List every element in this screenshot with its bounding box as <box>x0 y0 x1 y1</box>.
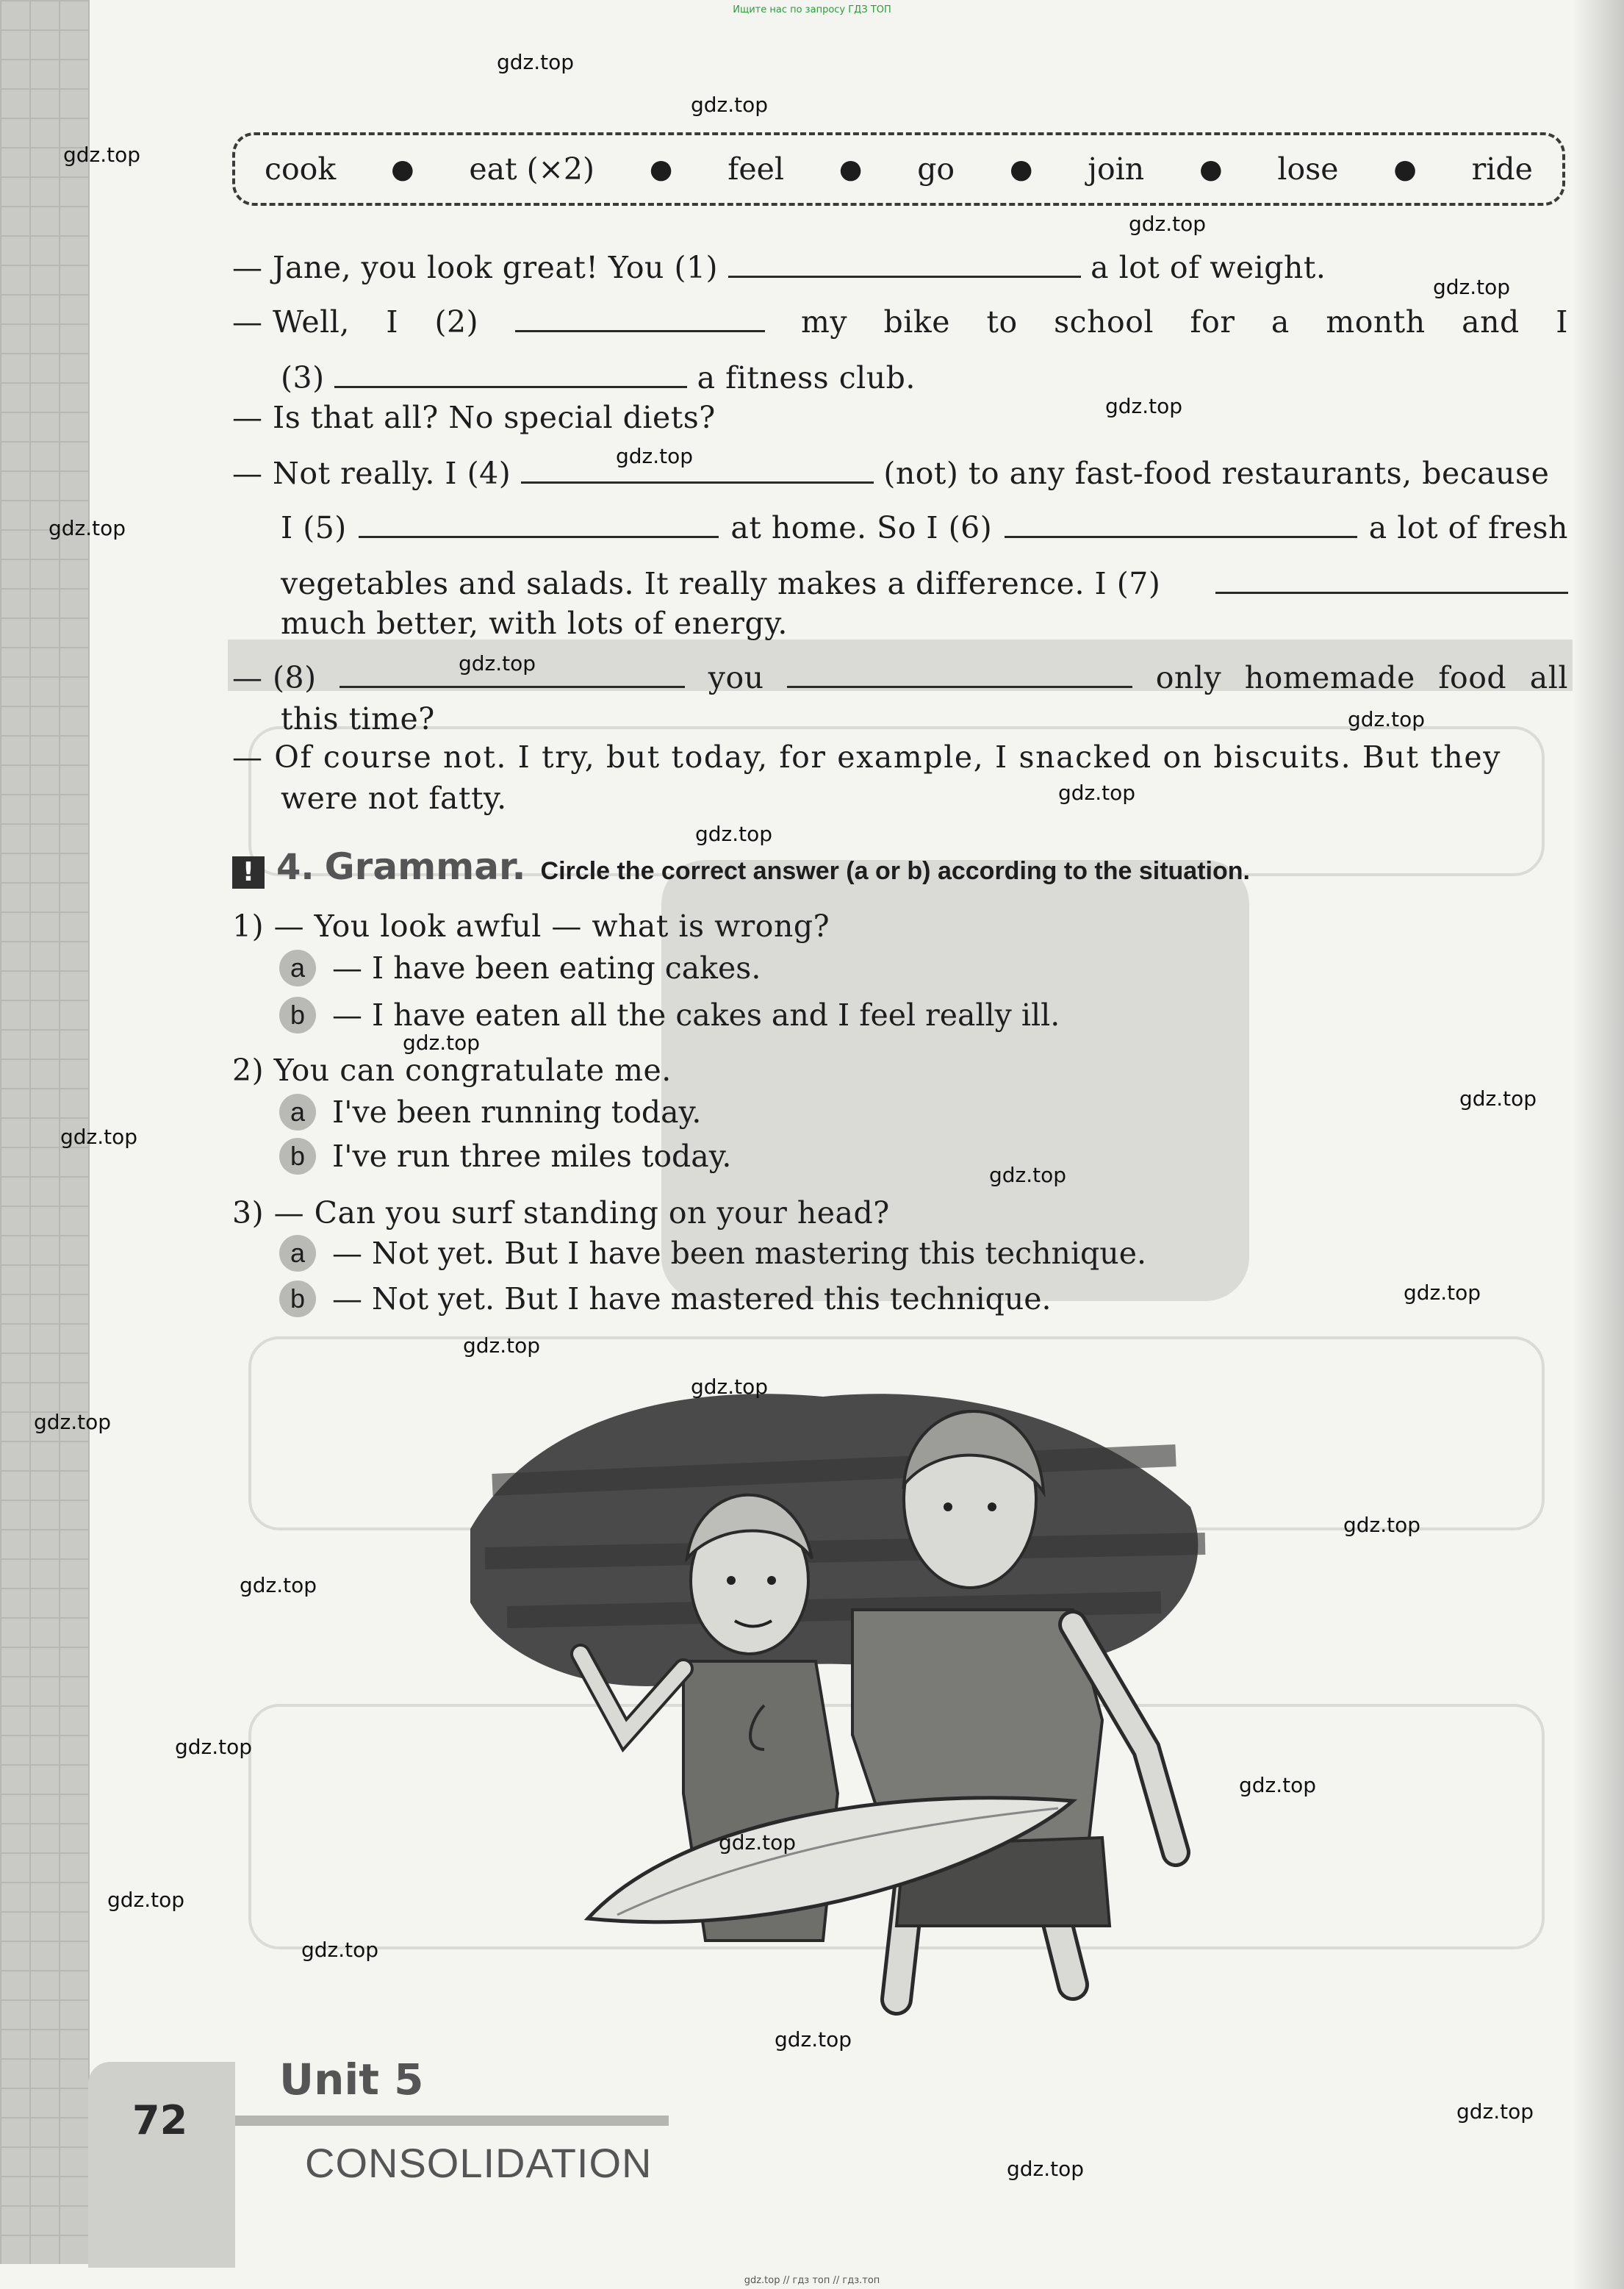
dialogue-line-3: (3) a fitness club. <box>281 360 916 395</box>
watermark: gdz.top <box>403 1031 481 1055</box>
option-a-circle[interactable]: a <box>279 950 316 986</box>
watermark: gdz.top <box>775 2027 852 2052</box>
watermark: gdz.top <box>1404 1280 1481 1305</box>
watermark: gdz.top <box>1239 1773 1317 1797</box>
blank-8b[interactable] <box>787 664 1132 688</box>
word-feel: feel <box>727 151 785 187</box>
word-eat: eat (×2) <box>469 151 595 187</box>
option-b-circle[interactable]: b <box>279 1138 316 1175</box>
header-note: Ищите нас по запросу ГДЗ ТОП <box>733 4 891 15</box>
dialogue-line-2: — Well, I (2) my bike to school for a month and I <box>232 304 1568 340</box>
task-number: 4. <box>276 847 315 888</box>
watermark: gdz.top <box>60 1125 138 1149</box>
watermark: gdz.top <box>175 1735 253 1759</box>
question-1-option-a[interactable]: a — I have been eating cakes. <box>279 950 761 986</box>
watermark: gdz.top <box>1459 1086 1537 1111</box>
dialogue-line-5: — Not really. I (4) (not) to any fast-food restaurants, because <box>232 456 1550 491</box>
blank-6[interactable] <box>1005 514 1357 538</box>
watermark: gdz.top <box>691 1375 769 1399</box>
watermark: gdz.top <box>463 1333 541 1358</box>
bullet-icon: ● <box>838 154 863 185</box>
spine-shadow <box>1573 0 1624 2289</box>
option-b-circle[interactable]: b <box>279 997 316 1034</box>
watermark: gdz.top <box>1129 212 1207 236</box>
exclamation-icon: ! <box>232 856 265 889</box>
bullet-icon: ● <box>391 154 414 185</box>
question-2-option-b[interactable]: b I've run three miles today. <box>279 1138 731 1175</box>
dialogue-line-11: — Of course not. I try, but today, for example, I snacked on biscuits. But they <box>232 739 1502 775</box>
watermark: gdz.top <box>107 1888 185 1912</box>
option-b-circle[interactable]: b <box>279 1280 316 1317</box>
watermark: gdz.top <box>48 516 126 540</box>
word-join: join <box>1088 151 1145 187</box>
unit-section: CONSOLIDATION <box>305 2140 653 2186</box>
word-cook: cook <box>265 151 337 187</box>
dialogue-line-10: this time? <box>281 701 435 737</box>
question-2-option-a[interactable]: a I've been running today. <box>279 1094 701 1131</box>
watermark: gdz.top <box>1007 2157 1085 2181</box>
footer-note: gdz.top // гдз топ // гдз.топ <box>744 2275 880 2286</box>
blank-1[interactable] <box>728 254 1081 278</box>
bullet-icon: ● <box>1199 154 1223 185</box>
word-ride: ride <box>1471 151 1533 187</box>
dialogue-line-1: — Jane, you look great! You (1) a lot of weight. <box>232 250 1326 285</box>
blank-3[interactable] <box>334 364 687 388</box>
dialogue-line-12: were not fatty. <box>281 781 507 816</box>
question-2: 2) You can congratulate me. <box>232 1053 672 1088</box>
task4-heading <box>232 845 1250 888</box>
dialogue-line-6: I (5) at home. So I (6) a lot of fresh <box>281 510 1568 545</box>
task-title: Grammar. <box>324 845 526 888</box>
unit-title: Unit 5 <box>279 2055 424 2104</box>
watermark: gdz.top <box>240 1573 317 1597</box>
bullet-icon: ● <box>1010 154 1033 185</box>
word-box <box>232 132 1565 206</box>
blank-4[interactable] <box>521 459 874 484</box>
watermark: gdz.top <box>459 651 536 676</box>
watermark: gdz.top <box>63 143 141 167</box>
page-number-tab <box>88 2062 235 2268</box>
watermark: gdz.top <box>691 93 769 117</box>
dialogue-line-4: — Is that all? No special diets? <box>232 400 716 435</box>
watermark: gdz.top <box>616 444 694 468</box>
word-go: go <box>917 151 955 187</box>
question-3-option-b[interactable]: b — Not yet. But I have mastered this technique. <box>279 1280 1052 1317</box>
blank-7[interactable] <box>1215 570 1568 594</box>
surfers-illustration <box>441 1338 1249 2021</box>
dialogue-line-7: vegetables and salads. It really makes a difference. I (7) <box>281 566 1568 601</box>
bullet-icon: ● <box>1393 154 1417 185</box>
dialogue-line-9: — (8) you only homemade food all <box>232 660 1568 695</box>
task-instruction: Circle the correct answer (a or b) according to the situation. <box>540 857 1250 885</box>
word-lose: lose <box>1277 151 1339 187</box>
option-a-circle[interactable]: a <box>279 1235 316 1272</box>
watermark: gdz.top <box>695 822 773 846</box>
watermark: gdz.top <box>989 1163 1067 1187</box>
dialogue-line-8: much better, with lots of energy. <box>281 606 788 641</box>
bullet-icon: ● <box>649 154 673 185</box>
watermark: gdz.top <box>1456 2099 1534 2124</box>
watermark: gdz.top <box>301 1938 379 1962</box>
question-3: 3) — Can you surf standing on your head? <box>232 1195 890 1231</box>
question-3-option-a[interactable]: a — Not yet. But I have been mastering this technique. <box>279 1235 1146 1272</box>
watermark: gdz.top <box>497 50 575 74</box>
blank-2[interactable] <box>515 308 765 332</box>
watermark: gdz.top <box>34 1410 112 1434</box>
page-number: 72 <box>132 2097 188 2143</box>
question-1: 1) — You look awful — what is wrong? <box>232 909 830 944</box>
question-1-option-b[interactable]: b — I have eaten all the cakes and I feel really ill. <box>279 997 1060 1034</box>
unit-divider <box>235 2116 669 2126</box>
option-a-circle[interactable]: a <box>279 1094 316 1131</box>
watermark: gdz.top <box>1348 707 1426 731</box>
watermark: gdz.top <box>719 1830 797 1855</box>
watermark: gdz.top <box>1433 275 1511 299</box>
blank-5[interactable] <box>359 514 719 538</box>
watermark: gdz.top <box>1058 781 1136 805</box>
watermark: gdz.top <box>1343 1513 1421 1537</box>
watermark: gdz.top <box>1105 394 1183 418</box>
